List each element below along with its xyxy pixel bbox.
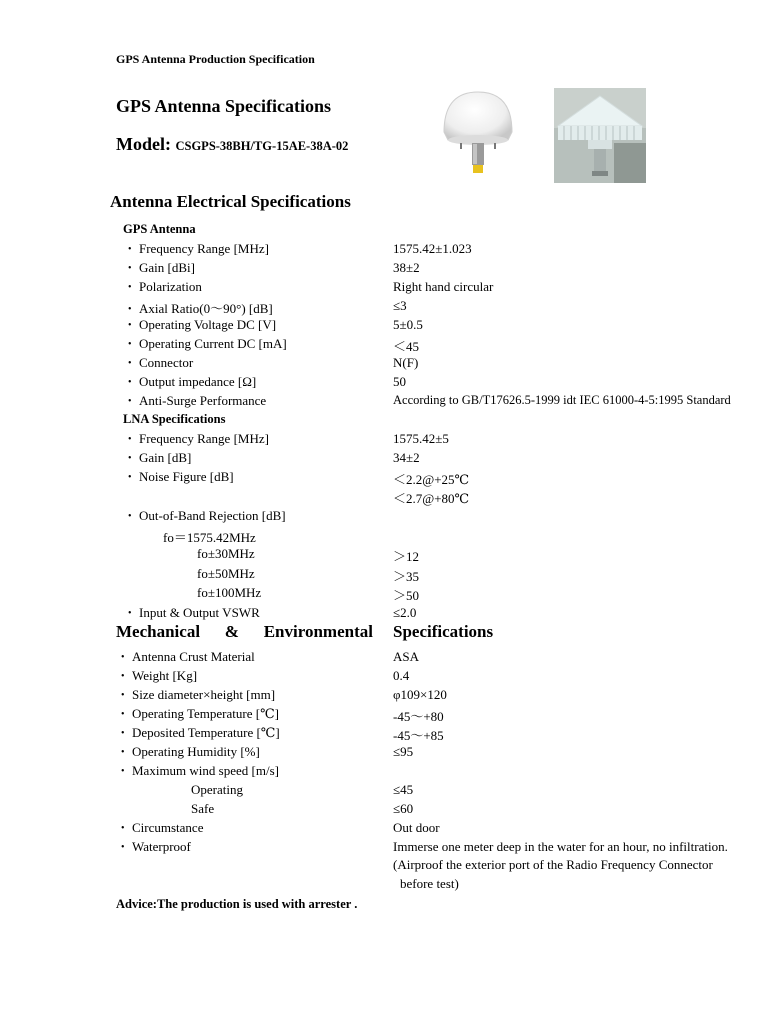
- spec-value: 1575.42±1.023: [393, 241, 472, 256]
- gps-antenna-subheading: GPS Antenna: [123, 222, 196, 236]
- spec-value: ≤60: [393, 801, 414, 816]
- antenna-photo-side: [554, 88, 646, 183]
- model-label: Model:: [116, 134, 171, 154]
- spec-row: [0, 782, 768, 801]
- spec-row: • Axial Ratio(0～90°) [dB] ≤3: [128, 298, 407, 316]
- spec-row: • Polarization Right hand circular: [128, 279, 494, 294]
- spec-label: Frequency Range [MHz]: [139, 241, 269, 256]
- spec-row: • Noise Figure [dB] ＜2.2@+25℃: [128, 469, 470, 487]
- model-code: CSGPS-38BH/TG-15AE-38A-02: [175, 139, 349, 153]
- spec-value: 1575.42±5: [393, 431, 449, 446]
- spec-label: Waterproof: [132, 839, 191, 854]
- spec-value: 0.4: [393, 668, 410, 683]
- spec-label: fo±50MHz: [197, 566, 255, 581]
- spec-row: • Gain [dB] 34±2: [128, 450, 420, 465]
- spec-value: ＜45: [393, 339, 420, 354]
- spec-label: fo±100MHz: [197, 585, 262, 600]
- spec-value: 38±2: [393, 260, 420, 275]
- spec-label: Gain [dB]: [139, 450, 192, 465]
- spec-row: • Circumstance Out door: [121, 820, 440, 835]
- spec-row: • Frequency Range [MHz] 1575.42±5: [128, 431, 449, 446]
- spec-label: Weight [Kg]: [132, 668, 198, 683]
- model-line: [116, 134, 348, 155]
- lna-subheading: LNA Specifications: [123, 412, 226, 426]
- spec-row: • Input & Output VSWR ≤2.0: [128, 605, 417, 620]
- spec-row: [0, 566, 768, 585]
- spec-label: Output impedance [Ω]: [139, 374, 257, 389]
- spec-row: • Waterproof Immerse one meter deep in the water for an hour, no infiltration.: [121, 839, 728, 854]
- spec-row: • Output impedance [Ω] 50: [128, 374, 406, 389]
- spec-value: N(F): [393, 355, 419, 370]
- spec-value: ASA: [393, 649, 420, 664]
- spec-value: ＞12: [393, 549, 420, 564]
- spec-value: ＜2.2@+25℃: [393, 472, 470, 487]
- spec-label: Operating Humidity [%]: [132, 744, 260, 759]
- spec-value: ≤95: [393, 744, 414, 759]
- spec-value: ≤2.0: [393, 605, 417, 620]
- spec-row: • Operating Voltage DC [V] 5±0.5: [128, 317, 423, 332]
- spec-row: [0, 801, 768, 820]
- spec-row: • Antenna Crust Material ASA: [121, 649, 420, 664]
- spec-label: Anti-Surge Performance: [139, 393, 267, 408]
- spec-value: Out door: [393, 820, 440, 835]
- spec-label: Noise Figure [dB]: [139, 469, 234, 484]
- spec-row: • Size diameter×height [mm] φ109×120: [121, 687, 447, 702]
- spec-value: ＞35: [393, 569, 420, 584]
- spec-row: • Gain [dBi] 38±2: [128, 260, 420, 275]
- spec-label: Safe: [191, 801, 215, 816]
- spec-value: 5±0.5: [393, 317, 423, 332]
- spec-label: Operating Current DC [mA]: [139, 336, 287, 351]
- spec-value: Immerse one meter deep in the water for an hour, no infiltration.: [393, 839, 728, 854]
- spec-label: fo＝1575.42MHz: [163, 530, 256, 545]
- page-title: GPS Antenna Specifications: [116, 96, 332, 116]
- spec-row: [0, 857, 768, 876]
- spec-row: • Weight [Kg] 0.4: [121, 668, 410, 683]
- spec-label: Axial Ratio(0～90°) [dB]: [139, 301, 273, 316]
- document-header: GPS Antenna Production Specification: [116, 52, 315, 66]
- spec-value: ＜2.7@+80℃: [393, 491, 470, 506]
- spec-row: • Connector N(F): [128, 355, 419, 370]
- spec-value: 34±2: [393, 450, 420, 465]
- spec-label: Frequency Range [MHz]: [139, 431, 269, 446]
- spec-row: • Deposited Temperature [℃] -45～+85: [121, 725, 444, 743]
- spec-row: [0, 488, 768, 507]
- spec-row: • Operating Current DC [mA] ＜45: [128, 336, 420, 354]
- spec-value: ＞50: [393, 588, 420, 603]
- spec-label: Size diameter×height [mm]: [132, 687, 276, 702]
- spec-value: Right hand circular: [393, 279, 494, 294]
- mechanical-heading-word: Environmental: [263, 622, 373, 641]
- spec-label: Input & Output VSWR: [139, 605, 260, 620]
- spec-label: Operating Temperature [℃]: [132, 706, 279, 721]
- spec-row: • Maximum wind speed [m/s]: [121, 763, 279, 778]
- spec-label: Operating: [191, 782, 243, 797]
- spec-row: • Operating Temperature [℃] -45～+80: [121, 706, 444, 724]
- mechanical-heading-right: Specifications: [393, 622, 494, 641]
- mechanical-heading: [116, 622, 373, 642]
- spec-row: • Anti-Surge Performance According to GB/T17626.5-1999 idt IEC 61000-4-5:1995 Standard: [128, 393, 731, 408]
- spec-value: -45～+80: [393, 709, 444, 724]
- antenna-photo-front: [438, 88, 518, 180]
- spec-row: [0, 546, 768, 565]
- spec-value: ≤3: [393, 298, 407, 313]
- spec-label: Operating Voltage DC [V]: [139, 317, 277, 332]
- spec-label: Deposited Temperature [℃]: [132, 725, 280, 740]
- spec-row: [0, 876, 768, 895]
- spec-value: before test): [400, 876, 459, 891]
- spec-label: fo±30MHz: [197, 546, 255, 561]
- spec-value: φ109×120: [393, 687, 447, 702]
- spec-label: Maximum wind speed [m/s]: [132, 763, 279, 778]
- spec-value: ≤45: [393, 782, 414, 797]
- spec-row: • Operating Humidity [%] ≤95: [121, 744, 414, 759]
- spec-value: (Airproof the exterior port of the Radio Frequency Connector: [393, 857, 713, 872]
- spec-label: Gain [dBi]: [139, 260, 195, 275]
- spec-row: [0, 585, 768, 604]
- spec-label: Polarization: [139, 279, 202, 294]
- electrical-heading: Antenna Electrical Specifications: [110, 192, 351, 211]
- spec-row: • Out-of-Band Rejection [dB]: [128, 508, 286, 523]
- mechanical-heading-word: Mechanical: [116, 622, 201, 641]
- spec-row: [0, 527, 768, 546]
- spec-value: According to GB/T17626.5-1999 idt IEC 61000-4-5:1995 Standard: [393, 393, 731, 407]
- advice-note: Advice:The production is used with arrester .: [116, 897, 358, 911]
- spec-row: • Frequency Range [MHz] 1575.42±1.023: [128, 241, 472, 256]
- spec-label: Connector: [139, 355, 194, 370]
- spec-value: -45～+85: [393, 728, 444, 743]
- spec-label: Circumstance: [132, 820, 204, 835]
- spec-value: 50: [393, 374, 406, 389]
- mechanical-heading-word: &: [224, 622, 239, 641]
- spec-label: Antenna Crust Material: [132, 649, 255, 664]
- spec-label: Out-of-Band Rejection [dB]: [139, 508, 286, 523]
